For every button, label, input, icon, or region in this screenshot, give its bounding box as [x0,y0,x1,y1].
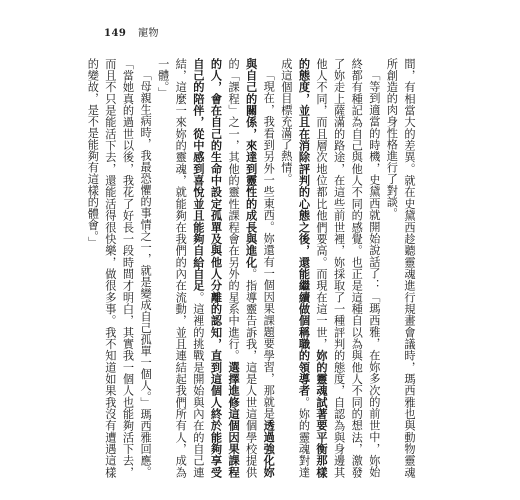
body-text: 「母親生病時，我最恐懼的事情之一，就是變成自己孤單一個人。」瑪西雅回應。「當她真的過世以後，我花了好長一段時間才明白，其實我一個人也能夠活下去，而且不只是能活下去，還能活得很快樂，做很多事。我不知道如果我沒有遭遇這樣的變故，是不是能夠有這樣的體會。」 [86,58,153,478]
emphasis-text: 選擇進修這個因果課程的人，會在自己的生命中設定孤單及與他人分離的認知，直到這個人終於能夠享受自己的陪伴，從中感到喜悅並且能夠自給自足 [191,58,241,479]
body-text: 。指導靈告訴我，這是人世這個學校提供的「課程」之一，其他的靈性課程會在另外的星系中進行。 [227,58,258,479]
paragraph-p4 [84,58,154,478]
body-text: 「現在，我看到另外一些東西。妳還有一個因果課題要學習，那就是 [262,69,276,420]
paragraph-p1 [383,58,418,478]
page-number: 149 [104,28,127,39]
body-text: 「等到適當的時機，史黛西就開始說話了：「瑪西雅，在妳多次的前世中，妳始終都有種記為自己與他人不同的感覺。也正是這種自以為與他人不同的想法，激發了妳走上薩滿的路途，在這些前世裡，妳採取了一種評判的態度，自認為與身邊其他人不同，而且層次地位都比他們要高。而現在這一世， [315,58,381,478]
paragraph-p3 [154,58,277,478]
vertical-text-body [86,58,418,479]
body-text: 。這裡的挑戰是開始與內在的自己連結，這麼一來妳的靈魂，就能夠在我們的內在流動，並且連結起我們所有人，成為一體。」 [156,58,205,479]
emphasis-text: 妳的靈魂試著要平衡那樣的態度，並且在消除評判的心態之後，還能繼續做個稱職的領導者 [297,58,329,479]
running-title: 寵物 [138,28,160,39]
paragraph-p2 [277,58,383,478]
body-text: 間，有相當大的差異。就在史黛西趁聽靈魂進行規畫會議時，瑪西雅也與動物靈魂所創造的肉身性格進行了對談。 [385,58,416,478]
emphasis-text: 透過強化妳與自己的關係，來達到靈性的成長與進化 [244,58,276,479]
body-text: 。妳的靈魂對達成這個目標充滿了熱情。 [279,58,311,479]
running-header [104,24,159,39]
